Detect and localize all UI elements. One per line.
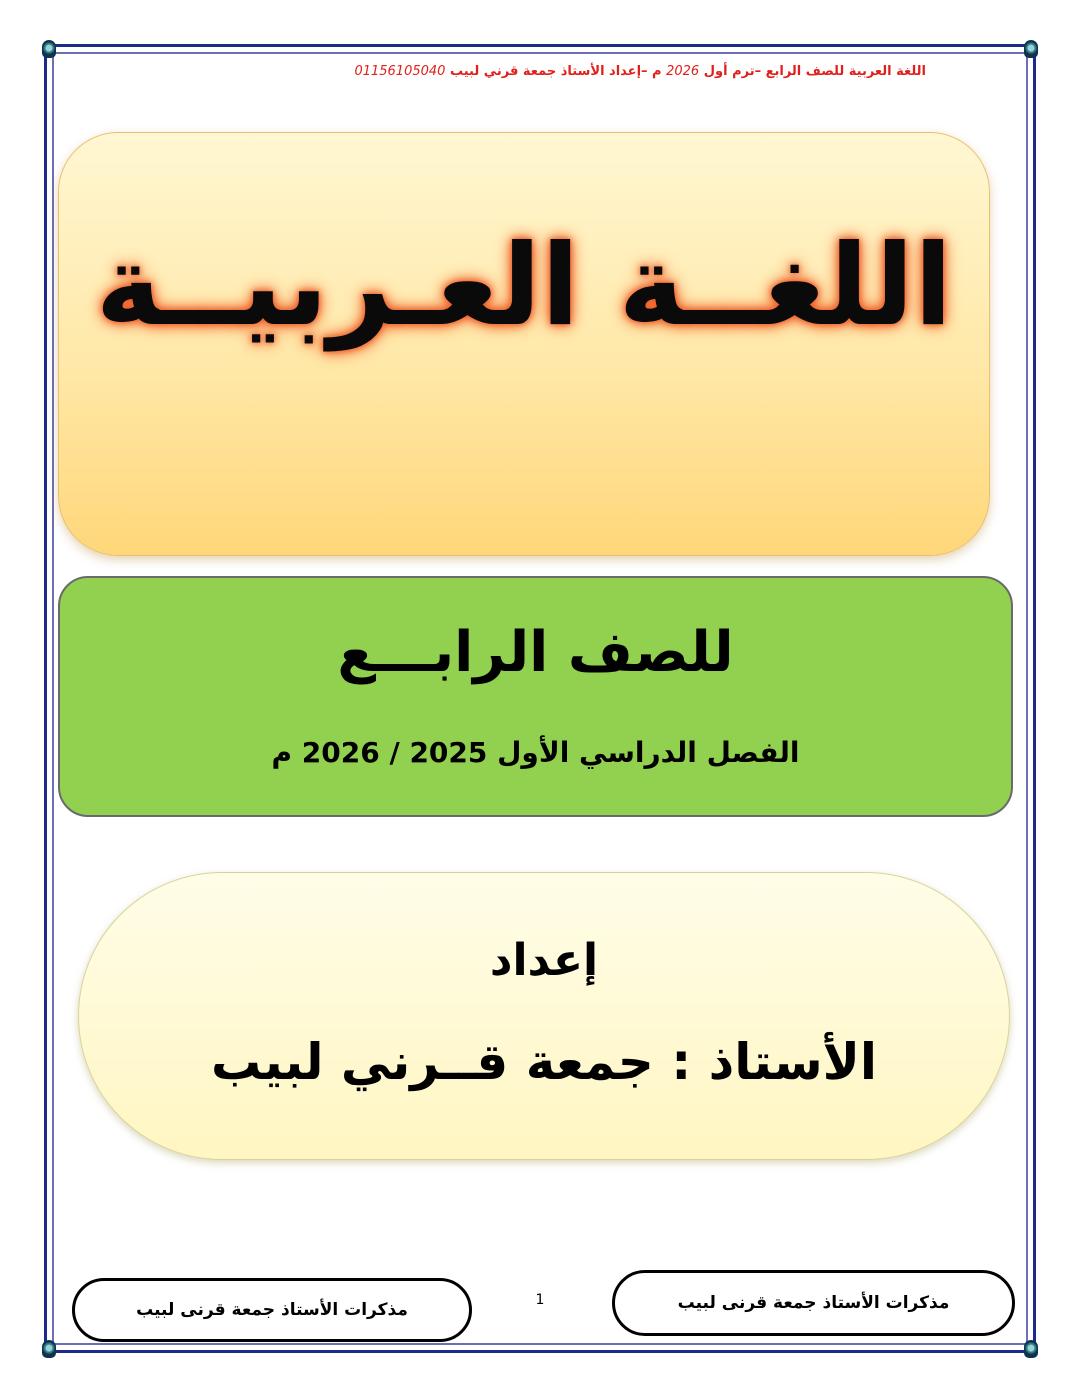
prepared-by-label: إعداد (489, 935, 599, 986)
subject-title: اللغــة العـربيــة (95, 221, 953, 351)
grade-title: للصف الرابـــع (337, 620, 734, 685)
footer-left-label: مذكرات الأستاذ جمعة قرنى لبيب (72, 1278, 472, 1342)
header-part-1: اللغة العربية للصف الرابع –ترم أول (703, 64, 926, 79)
header-year: 2026 (666, 64, 700, 79)
author-box (78, 872, 1010, 1160)
header-phone: 01156105040 (354, 64, 446, 79)
corner-ornament-bottom-left-icon (42, 1340, 56, 1358)
term-subtitle: الفصل الدراسي الأول 2025 / 2026 م (271, 736, 800, 769)
header-part-2: م –إعداد الأستاذ جمعة قرني لبيب (449, 64, 662, 79)
page-number: 1 (535, 1292, 545, 1308)
grade-box (58, 576, 1013, 817)
footer-right-label: مذكرات الأستاذ جمعة قرنى لبيب (612, 1270, 1015, 1336)
page-header (70, 64, 926, 79)
corner-ornament-top-left-icon (42, 40, 56, 58)
corner-ornament-bottom-right-icon (1024, 1340, 1038, 1358)
title-box (58, 132, 990, 556)
corner-ornament-top-right-icon (1024, 40, 1038, 58)
teacher-name: الأستاذ : جمعة قــرني لبيب (210, 1033, 877, 1091)
